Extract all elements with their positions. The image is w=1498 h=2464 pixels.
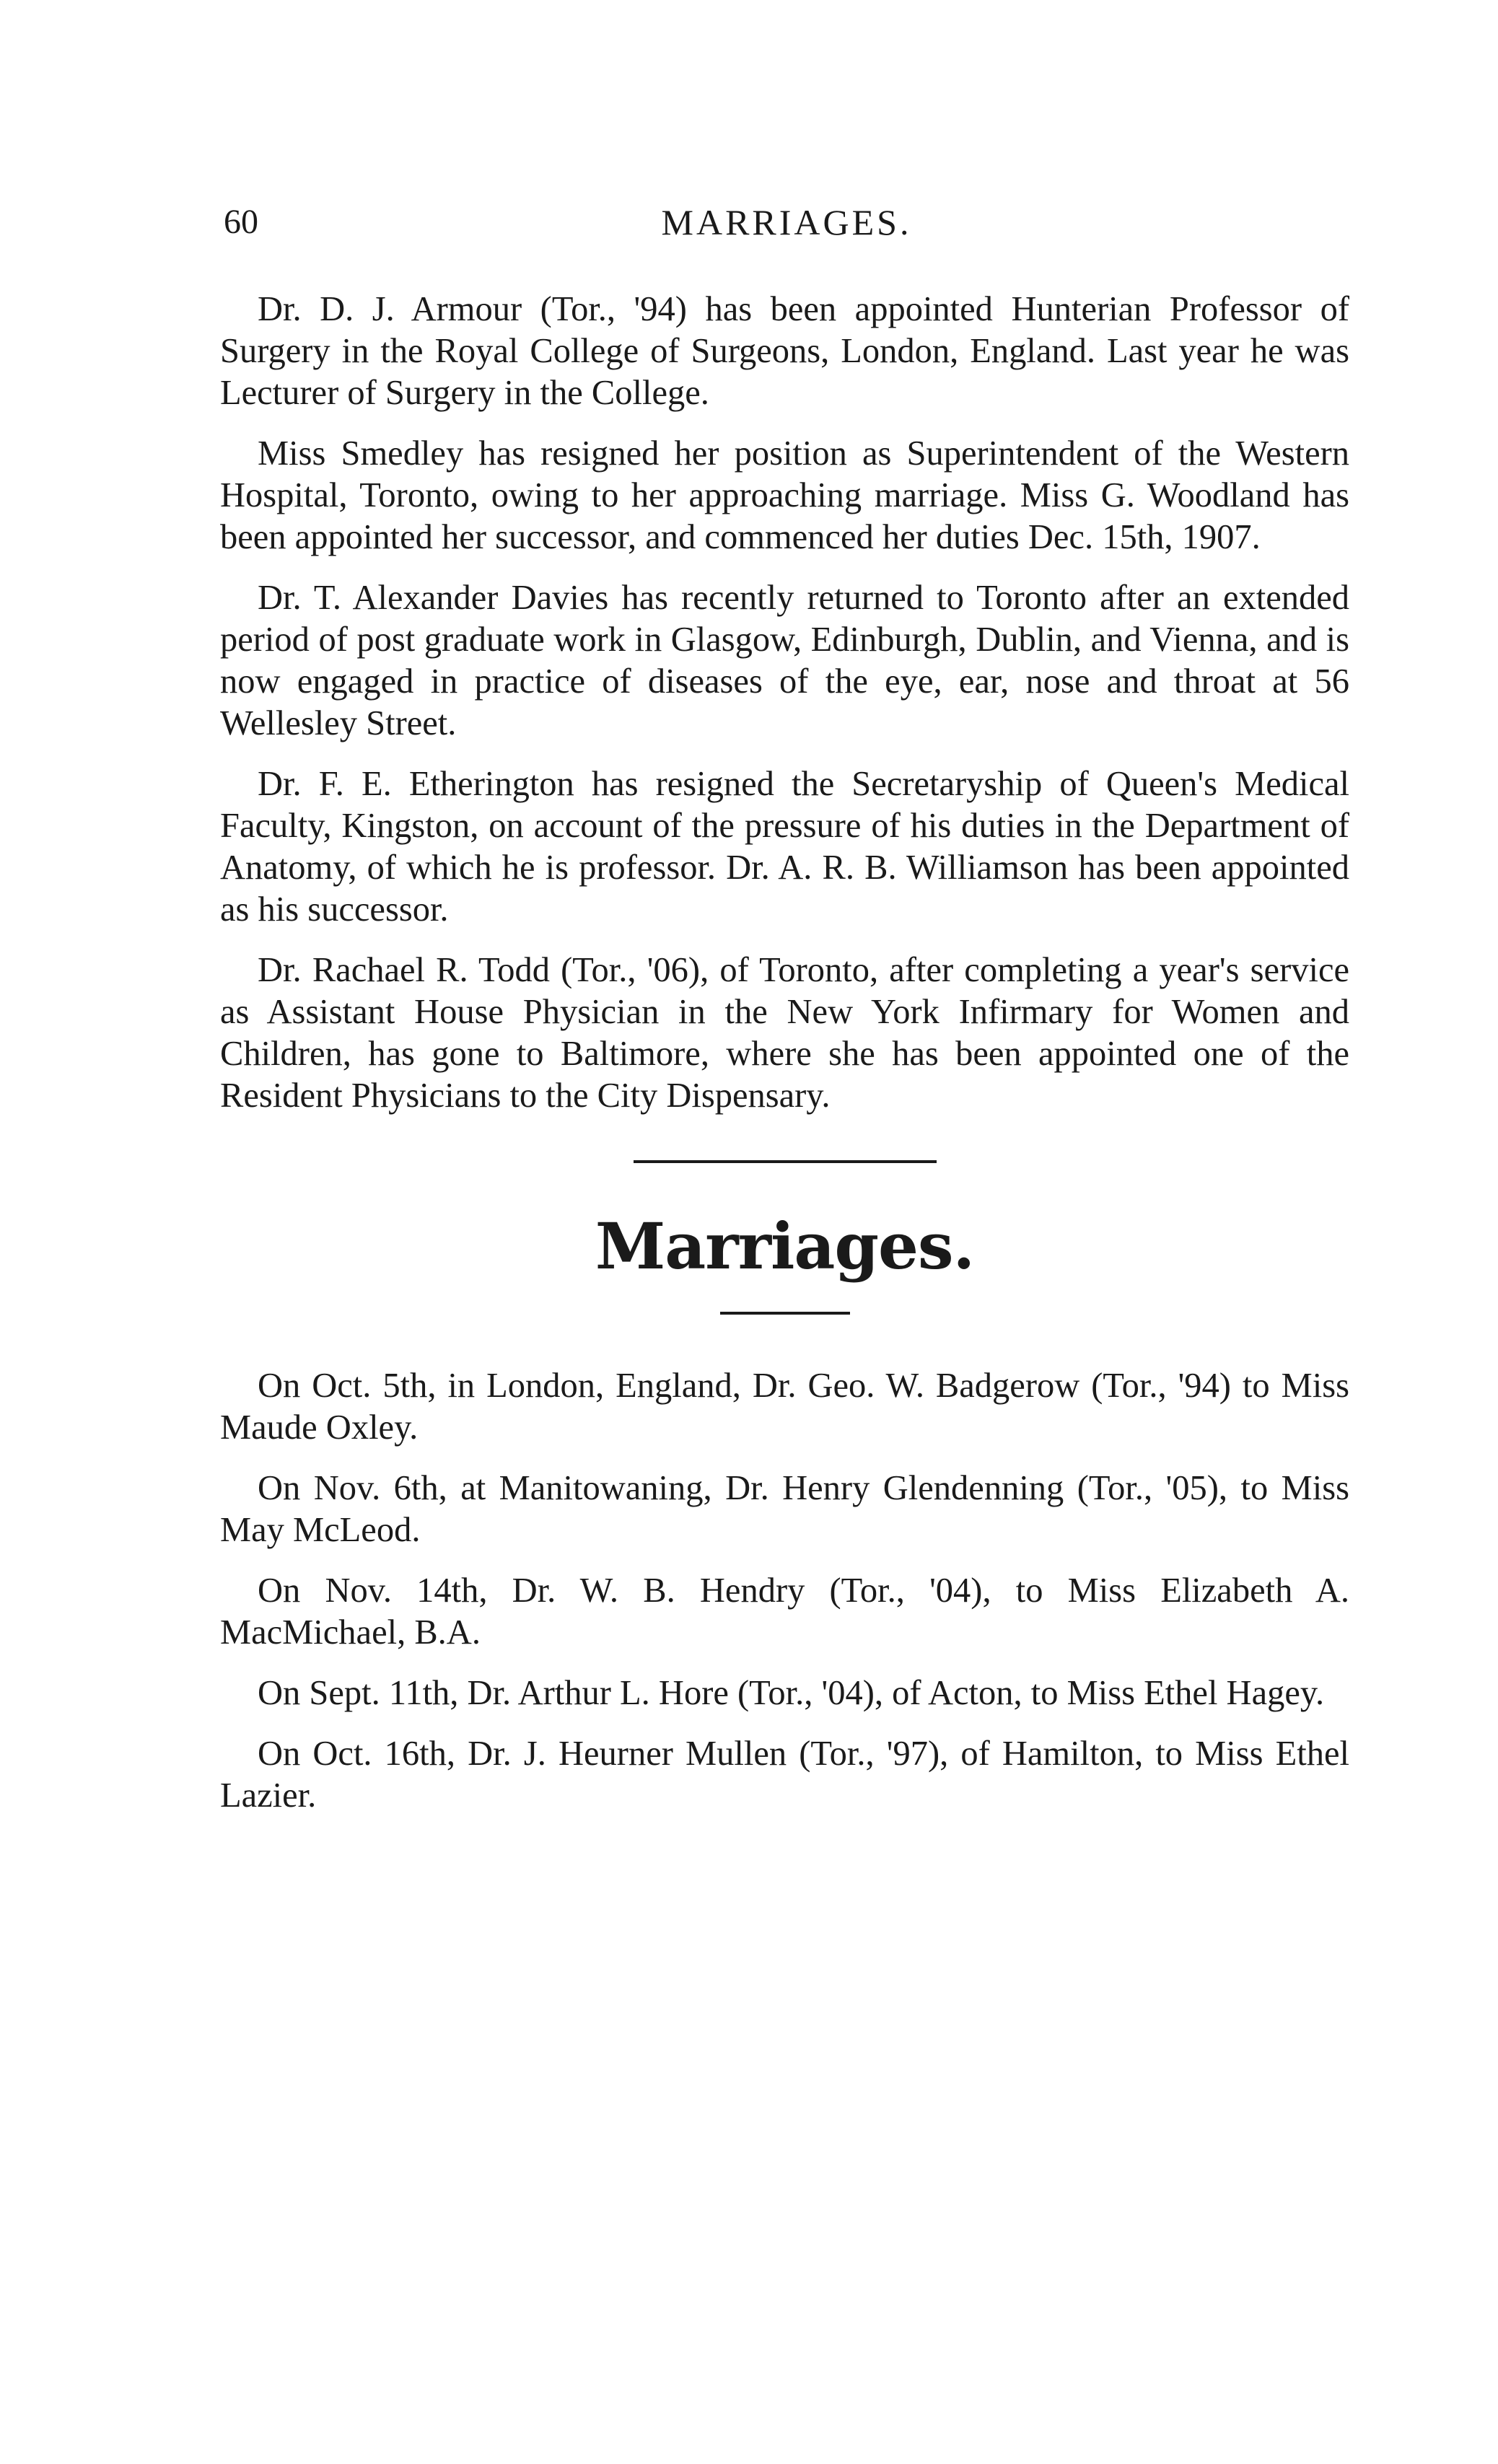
news-paragraph-armour: Dr. D. J. Armour (Tor., '94) has been appointed Hunterian Professor of Surgery in the Royal College of Surgeons, London, England. Last year he was Lecturer of Surgery in the College. [220,290,1349,412]
marriage-entry: On Sept. 11th, Dr. Arthur L. Hore (Tor., '04), of Acton, to Miss Ethel Hagey. [258,1674,1325,1712]
page-body [220,289,1349,1817]
section-divider-bottom [720,1312,850,1315]
news-paragraph-davies: Dr. T. Alexander Davies has recently returned to Toronto after an extended period of post graduate work in Glasgow, Edinburgh, Dublin, and Vienna, and is now engaged in practice of diseases of the eye, ear, nose and throat at 56 Wellesley Street. [220,579,1349,742]
page-header [224,193,1349,251]
section-title: Marriages. [595,1209,975,1284]
marriage-entry: On Nov. 14th, Dr. W. B. Hendry (Tor., '04), to Miss Elizabeth A. MacMichael, B.A. [220,1571,1349,1652]
page-number: 60 [224,203,258,241]
marriage-entry: On Oct. 5th, in London, England, Dr. Geo. W. Badgerow (Tor., '94) to Miss Maude Oxley. [220,1367,1349,1447]
marriage-entry: On Oct. 16th, Dr. J. Heurner Mullen (Tor., '97), of Hamilton, to Miss Ethel Lazier. [220,1735,1349,1815]
news-paragraph-todd: Dr. Rachael R. Todd (Tor., '06), of Toronto, after completing a year's service as Assistant House Physician in the New York Infirmary for Women and Children, has gone to Baltimore, where she has been appointed one of the Resident Physicians to the City Dispensary. [220,951,1349,1115]
marriage-entry: On Nov. 6th, at Manitowaning, Dr. Henry Glendenning (Tor., '05), to Miss May McLeod. [220,1469,1349,1549]
news-paragraph-etherington: Dr. F. E. Etherington has resigned the Secretaryship of Queen's Medical Faculty, Kingston, on account of the pressure of his duties in the Department of Anatomy, of which he is professor. Dr. A. R. B. Williamson has been appointed as his successor. [220,765,1349,929]
news-paragraph-smedley: Miss Smedley has resigned her position as Superintendent of the Western Hospital, Toronto, owing to her approaching marriage. Miss G. Woodland has been appointed her successor, and commenced her duties Dec. 15th, 1907. [220,434,1349,556]
section-divider-top [634,1160,937,1163]
running-head: MARRIAGES. [661,202,912,242]
